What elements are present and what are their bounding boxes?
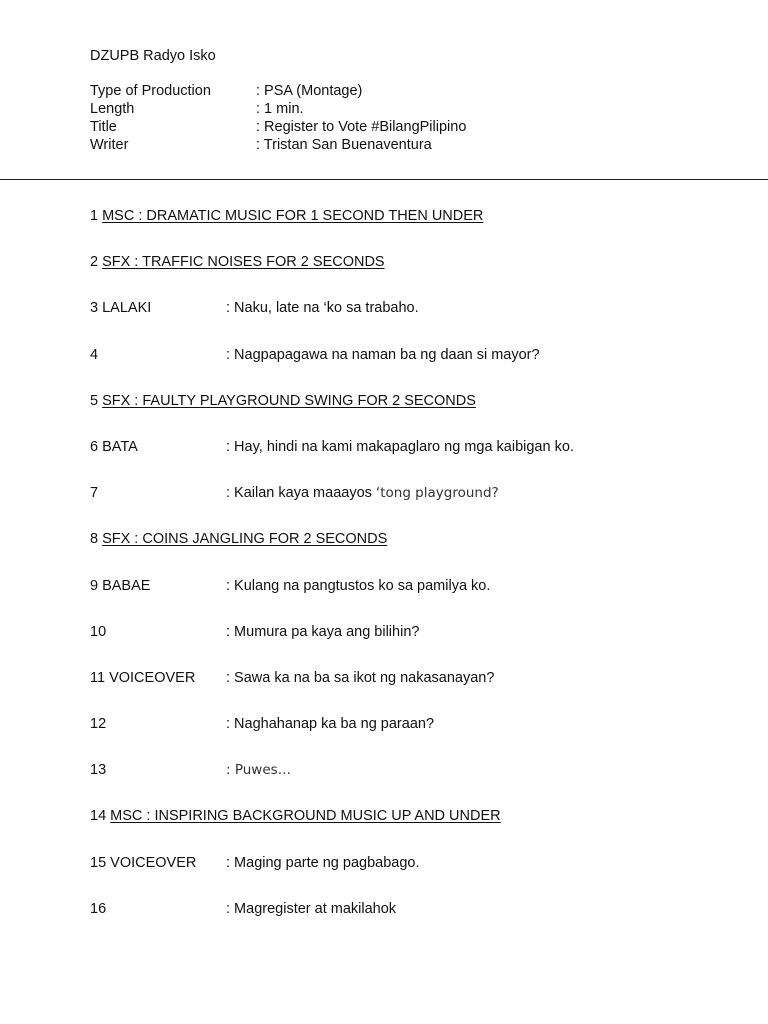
dialogue-line <box>90 713 730 735</box>
dialogue-line <box>90 898 730 920</box>
dialogue-text: : Naghahanap ka ba ng paraan? <box>226 716 435 733</box>
field-value: : 1 min. <box>256 101 304 117</box>
field-label: Length <box>90 101 135 117</box>
dialogue-line <box>90 667 730 689</box>
speaker: 10 <box>90 623 107 640</box>
dialogue-text: : Naku, late na ‘ko sa trabaho. <box>226 300 419 317</box>
sound-effect-cue <box>90 528 730 550</box>
speaker: 13 <box>90 762 107 779</box>
cue-text: SFX : TRAFFIC NOISES FOR 2 SECONDS <box>102 254 385 271</box>
field-value: : Tristan San Buenaventura <box>256 137 432 153</box>
line-number: 1 <box>90 208 99 224</box>
line-number: 8 <box>90 531 99 548</box>
dialogue-text: : Puwes… <box>226 762 292 779</box>
speaker: 4 <box>90 346 99 363</box>
line-number: 14 <box>90 808 107 825</box>
line-number: 2 <box>90 254 99 271</box>
dialogue-text: : Mumura pa kaya ang bilihin? <box>226 623 420 640</box>
dialogue-text-part: ‘tong playground? <box>375 485 499 502</box>
dialogue-text: : Sawa ka na ba sa ikot ng nakasanayan? <box>226 669 495 686</box>
header-divider <box>0 179 768 180</box>
station-name: DZUPB Radyo Isko <box>90 48 216 64</box>
field-value: : Register to Vote #BilangPilipino <box>256 119 467 135</box>
dialogue-text: : Nagpapagawa na naman ba ng daan si mayor? <box>226 346 540 363</box>
cue-text: SFX : FAULTY PLAYGROUND SWING FOR 2 SECONDS <box>102 392 476 409</box>
title-row <box>90 118 690 136</box>
dialogue-text: : Kulang na pangtustos ko sa pamilya ko. <box>226 577 491 594</box>
dialogue-text: : Magregister at makilahok <box>226 900 397 917</box>
cue-text: MSC : INSPIRING BACKGROUND MUSIC UP AND UNDER <box>110 808 501 825</box>
dialogue-text <box>226 482 730 504</box>
dialogue-line <box>90 575 730 597</box>
dialogue-text-part: : Kailan kaya maaayos <box>226 485 376 502</box>
dialogue-line <box>90 297 730 319</box>
speaker: 15 VOICEOVER <box>90 854 197 871</box>
dialogue-text: : Maging parte ng pagbabago. <box>226 854 420 871</box>
writer-row <box>90 136 690 154</box>
dialogue-line <box>90 344 730 366</box>
dialogue-line <box>90 482 730 504</box>
field-value: : PSA (Montage) <box>256 83 363 99</box>
cue-text: MSC : DRAMATIC MUSIC FOR 1 SECOND THEN UNDER <box>102 208 484 224</box>
dialogue-line <box>90 759 730 781</box>
script-header <box>90 46 690 154</box>
sound-effect-cue <box>90 251 730 273</box>
speaker: 7 <box>90 485 99 502</box>
speaker: 3 LALAKI <box>90 300 152 317</box>
speaker: 12 <box>90 716 107 733</box>
line-number: 5 <box>90 392 99 409</box>
field-label: Type of Production <box>90 83 211 99</box>
speaker: 11 VOICEOVER <box>90 669 196 686</box>
script-lines <box>90 205 730 944</box>
dialogue-line <box>90 436 730 458</box>
music-cue <box>90 205 730 227</box>
dialogue-line <box>90 621 730 643</box>
cue-text: SFX : COINS JANGLING FOR 2 SECONDS <box>102 531 388 548</box>
field-label: Writer <box>90 137 129 153</box>
speaker: 9 BABAE <box>90 577 151 594</box>
production-info <box>90 82 690 154</box>
production-type-row <box>90 82 690 100</box>
speaker: 16 <box>90 900 107 917</box>
dialogue-line <box>90 852 730 874</box>
music-cue <box>90 805 730 827</box>
sound-effect-cue <box>90 390 730 412</box>
speaker: 6 BATA <box>90 438 138 455</box>
dialogue-text: : Hay, hindi na kami makapaglaro ng mga kaibigan ko. <box>226 438 574 455</box>
field-label: Title <box>90 119 117 135</box>
length-row <box>90 100 690 118</box>
